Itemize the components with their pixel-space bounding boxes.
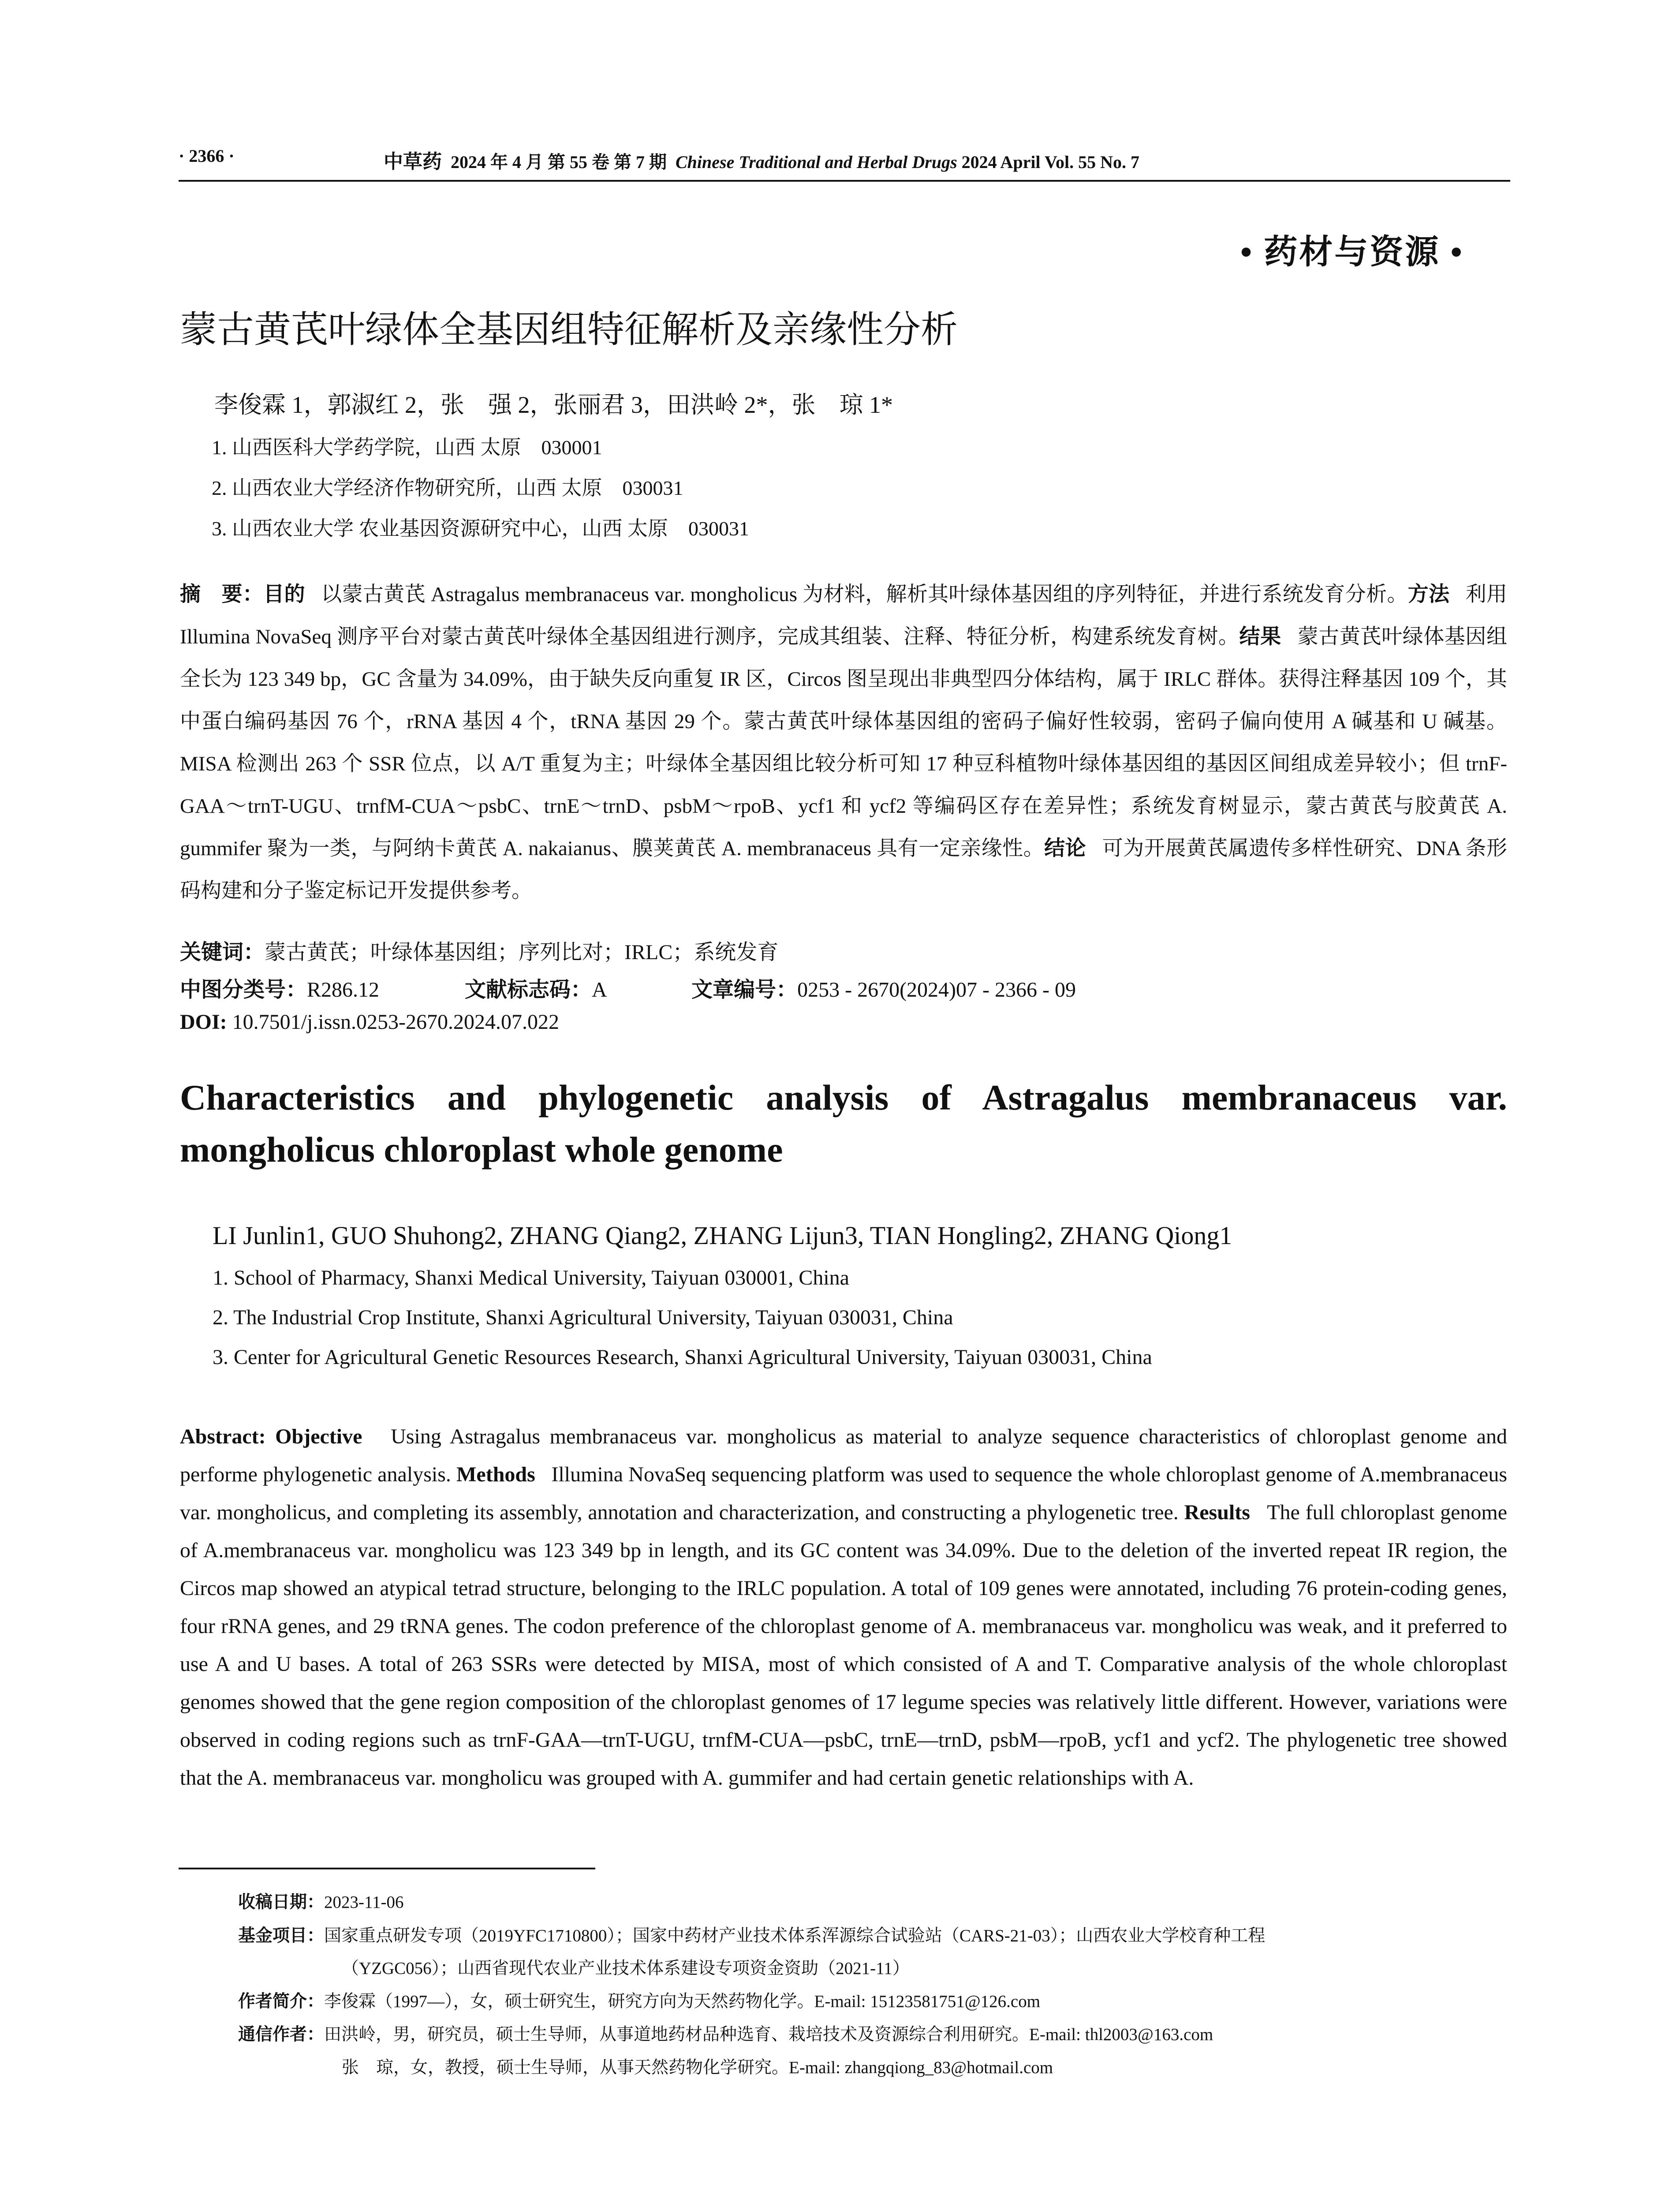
author-bio-label: 作者简介： bbox=[238, 1992, 325, 2011]
journal-header bbox=[384, 146, 1139, 174]
journal-name-en: Chinese Traditional and Herbal Drugs bbox=[676, 152, 957, 172]
corresponding-label: 通信作者： bbox=[238, 2025, 325, 2044]
page-number: · 2366 · bbox=[179, 146, 235, 166]
conclusion-label-cn: 结论 bbox=[1044, 836, 1086, 860]
fund-text-2: （YZGC056）；山西省现代农业产业技术体系建设专项资金资助（2021-11） bbox=[342, 1959, 910, 1978]
corresponding-1: 田洪岭，男，研究员，硕士生导师，从事道地药材品种选育、栽培技术及资源综合利用研究。E-mail: thl2003@163.com bbox=[324, 2025, 1213, 2044]
methods-cn: 利用 Illumina NovaSeq 测序平台对蒙古黄芪叶绿体全基因组进行测序，完成其组装、注释、特征分析，构建系统发育树。 bbox=[180, 583, 1508, 648]
classification bbox=[180, 972, 1076, 1003]
conclusion-cn: 可为开展黄芪属遗传多样性研究、DNA 条形码构建和分子鉴定标记开发提供参考。 bbox=[180, 837, 1508, 902]
affiliation-cn-3: 3. 山西农业大学 农业基因资源研究中心，山西 太原 030031 bbox=[212, 517, 749, 540]
fund-label: 基金项目： bbox=[238, 1926, 325, 1946]
journal-issue-en: 2024 April Vol. 55 No. 7 bbox=[961, 152, 1140, 172]
keywords bbox=[180, 935, 778, 965]
abstract-en-label: Abstract: Objective bbox=[180, 1425, 362, 1448]
footnote-rule bbox=[179, 1868, 595, 1869]
fund-text-1: 国家重点研发专项（2019YFC1710800）；国家中药材产业技术体系浑源综合试验站（CARS-21-03）；山西农业大学校育种工程 bbox=[324, 1926, 1266, 1945]
results-label-cn: 结果 bbox=[1239, 624, 1281, 649]
results-cn: 蒙古黄芪叶绿体基因组全长为 123 349 bp，GC 含量为 34.09%，由于缺失反向重复 IR 区，Circos 图呈现出非典型四分体结构，属于 IRLC 群体。获得注释基因 109 个，其中蛋白编码基因 76 个，rRNA 基因 4 个，tRNA 基因 29 个。蒙古黄芪叶绿体基因组的密码子偏好性较弱，密码子偏向使用 A 碱基和 U 碱基。MISA 检测出 263 个 SSR 位点，以 A/T 重复为主；叶绿体全基因组比较分析可知 17 种豆科植物叶绿体基因组的基因区间组成差异较小；但 trnF-GAA～trnT-UGU、trnfM-CUA～psbC、trnE～trnD、psbM～rpoB、ycf1 和 ycf2 等编码区存在差异性；系统发育树显示，蒙古黄芪与胶黄芪 A. gummifer 聚为一类，与阿纳卡黄芪 A. nakaianus、膜荚黄芪 A. membranaceus 具有一定亲缘性。 bbox=[180, 625, 1508, 860]
received-date: 2023-11-06 bbox=[324, 1893, 404, 1912]
title-cn: 蒙古黄芪叶绿体全基因组特征解析及亲缘性分析 bbox=[180, 308, 958, 351]
objective-label-cn: 目的 bbox=[263, 582, 305, 606]
keywords-text: 蒙古黄芪；叶绿体基因组；序列比对；IRLC；系统发育 bbox=[265, 941, 779, 964]
author-bio: 李俊霖（1997—），女，硕士研究生，研究方向为天然药物化学。E-mail: 15123581751@126.com bbox=[324, 1992, 1041, 2011]
footnote-received bbox=[238, 1888, 404, 1913]
results-en: The full chloroplast genome of A.membranaceus var. mongholicu was 123 349 bp in length, and its GC content was 34.09%. Due to the deletion of the inverted repeat IR region, the Circos map showed an atypical tetrad structure, belonging to the IRLC population. A total of 109 genes were annotated, including 76 protein-coding genes, four rRNA genes, and 29 tRNA genes. The codon preference of the chloroplast genome of A. membranaceus var. mongholicu was weak, and it preferred to use A and U bases. A total of 263 SSRs were detected by MISA, most of which consisted of A and T. Comparative analysis of the whole chloroplast genomes showed that the gene region composition of the chloroplast genomes of 17 legume species was relatively little different. However, variations were observed in coding regions such as trnF-GAA—trnT-UGU, trnfM-CUA—psbC, trnE—trnD, psbM—rpoB, ycf1 and ycf2. The phylogenetic tree showed that the A. membranaceus var. mongholicu was grouped with A. gummifer and had certain genetic relationships with A. bbox=[180, 1501, 1508, 1790]
affiliation-cn-2: 2. 山西农业大学经济作物研究所，山西 太原 030031 bbox=[212, 477, 683, 499]
abstract-cn bbox=[180, 573, 1507, 912]
authors-en: LI Junlin1, GUO Shuhong2, ZHANG Qiang2, ZHANG Lijun3, TIAN Hongling2, ZHANG Qiong1 bbox=[213, 1221, 1232, 1250]
abstract-cn-label: 摘 要： bbox=[180, 582, 264, 606]
received-label: 收稿日期： bbox=[238, 1892, 325, 1912]
methods-label-cn: 方法 bbox=[1407, 582, 1450, 606]
keywords-label: 关键词： bbox=[180, 940, 265, 964]
authors-cn: 李俊霖 1，郭淑红 2，张 强 2，张丽君 3，田洪岭 2*，张 琼 1* bbox=[214, 392, 893, 418]
abstract-en bbox=[180, 1418, 1507, 1797]
doi-label: DOI: bbox=[180, 1010, 227, 1034]
article-no-value: 0253 - 2670(2024)07 - 2366 - 09 bbox=[797, 978, 1076, 1002]
clc-label: 中图分类号： bbox=[180, 977, 307, 1002]
methods-label-en: Methods bbox=[456, 1463, 535, 1486]
title-en: Characteristics and phylogenetic analysis of Astragalus membranaceus var. mongholicus chloroplast whole genome bbox=[180, 1077, 1507, 1170]
affiliation-cn-1: 1. 山西医科大学药学院，山西 太原 030001 bbox=[212, 436, 602, 459]
journal-issue-cn: 2024 年 4 月 第 55 卷 第 7 期 bbox=[451, 152, 667, 172]
affiliation-en-2: 2. The Industrial Crop Institute, Shanxi Agricultural University, Taiyuan 030031, China bbox=[213, 1306, 953, 1329]
footnote-fund bbox=[238, 1922, 1265, 1947]
objective-cn: 以蒙古黄芪 Astragalus membranaceus var. mongholicus 为材料，解析其叶绿体基因组的序列特征，并进行系统发育分析。 bbox=[321, 583, 1408, 606]
clc-value: R286.12 bbox=[307, 978, 380, 1002]
affiliation-en-3: 3. Center for Agricultural Genetic Resources Research, Shanxi Agricultural University, Taiyuan 030031, China bbox=[213, 1345, 1152, 1369]
article-no-label: 文章编号： bbox=[691, 977, 798, 1002]
section-tag: • 药材与资源 • bbox=[1240, 234, 1464, 271]
doc-code-value: A bbox=[592, 978, 606, 1002]
journal-name-cn: 中草药 bbox=[384, 151, 442, 172]
objective-en: Using Astragalus membranaceus var. mongholicus as material to analyze sequence characteristics of chloroplast genome and performe phylogenetic analysis. bbox=[180, 1425, 1508, 1486]
doi bbox=[180, 1010, 559, 1034]
affiliation-en-1: 1. School of Pharmacy, Shanxi Medical University, Taiyuan 030001, China bbox=[213, 1266, 849, 1289]
corresponding-2: 张 琼，女，教授，硕士生导师，从事天然药物化学研究。E-mail: zhangqiong_83@hotmail.com bbox=[342, 2058, 1053, 2077]
footnote-author bbox=[238, 1988, 1040, 2012]
results-label-en: Results bbox=[1184, 1501, 1250, 1524]
methods-en: Illumina NovaSeq sequencing platform was used to sequence the whole chloroplast genome of A.membranaceus var. mongholicus, and completing its assembly, annotation and characterization, and constructing a phylogenetic tree. bbox=[180, 1463, 1507, 1524]
doi-value: 10.7501/j.issn.0253-2670.2024.07.022 bbox=[232, 1010, 560, 1034]
doc-code-label: 文献标志码： bbox=[465, 977, 592, 1002]
footnote-corresponding bbox=[238, 2021, 1213, 2045]
